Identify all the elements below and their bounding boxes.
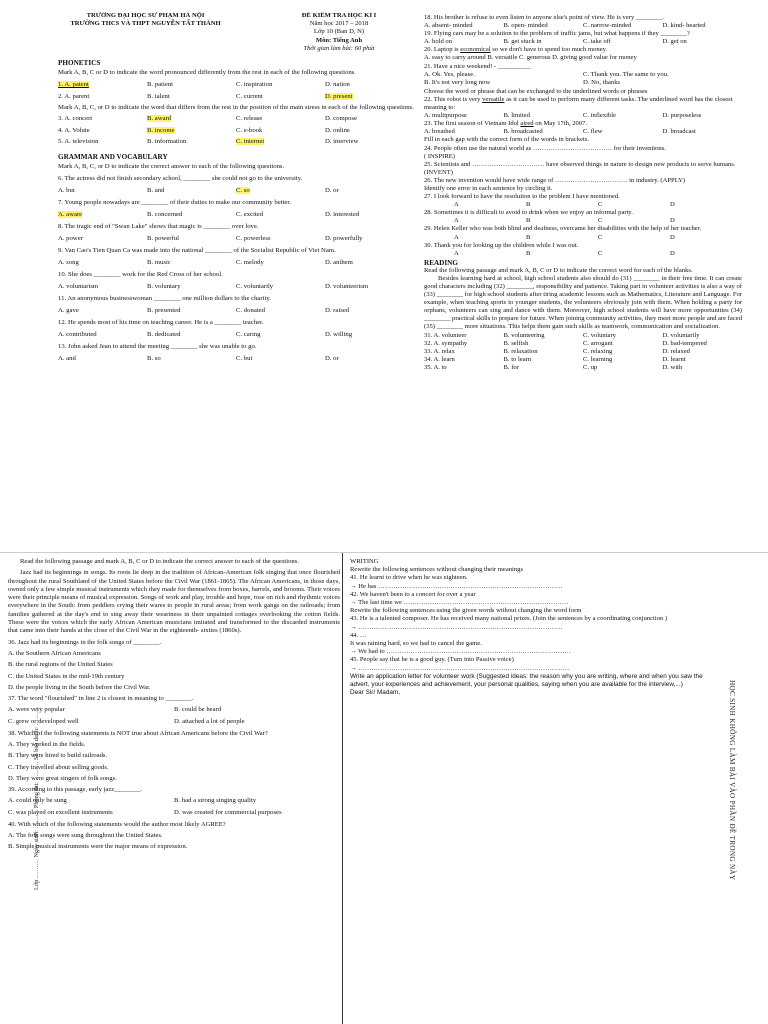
question-35-options <box>424 364 742 372</box>
option-d: D. They were great singers of folk songs. <box>8 774 117 782</box>
instruction: Mark A, B, C, or D to indicate the correct answer to each of the following questions. <box>58 162 285 170</box>
option-b: B. voluntary <box>147 282 181 290</box>
question-12: 12. He spends most of his time on teaching career. He is a ________ teacher. <box>58 319 264 327</box>
option-d: D. raised <box>325 306 350 314</box>
question-5 <box>58 138 414 147</box>
option-c: C. was played on excellent instruments <box>8 809 113 817</box>
option-a: 32. A. sympathy <box>424 339 468 347</box>
option-d: D. the people living in the South before the Civil War. <box>8 683 151 691</box>
instruction: Rewrite the following sentences without changing their meanings <box>350 566 524 574</box>
option-a: A. and <box>58 354 76 362</box>
question-2 <box>58 93 414 102</box>
option-d: D. interested <box>325 210 360 218</box>
question-4 <box>58 127 414 136</box>
option-d: D. kind- hearted <box>662 22 706 30</box>
option-d: D. nation <box>325 81 350 89</box>
letter-b: B <box>526 201 531 209</box>
option-a: 2. A. parent <box>58 93 90 101</box>
option-a: A. song <box>58 258 79 266</box>
option-b: B. broadcasted <box>503 128 543 136</box>
option-c: C. the United States in the mid-19th century <box>8 672 125 680</box>
instruction: Read the following passage and mark A, B, C or D to indicate the correct word for each of the blanks. <box>424 266 693 274</box>
option-a: A. the Southern African Americans <box>8 649 101 657</box>
question-43-answer: → ………………………………………………………………………………… <box>350 623 563 631</box>
option-d: D. or <box>325 186 339 194</box>
letter-a: A <box>454 201 459 209</box>
question-6: 6. The actress did not finish secondary school, ________ she could not go to the university. <box>58 175 303 183</box>
q20-underlined: economical <box>460 46 491 54</box>
letter-d: D <box>670 217 675 225</box>
letter-b: B <box>526 249 531 257</box>
q23-underlined: aired <box>520 120 534 128</box>
letter-salutation: Dear Sir/ Madam, <box>350 689 401 697</box>
option-c: C. narrow-minded <box>583 22 632 30</box>
question-6-options <box>58 187 414 196</box>
option-d: D. get on <box>662 38 687 46</box>
instruction: Choose the word or phrase that can be exchanged to the underlined words or phrases <box>424 87 648 95</box>
option-b: B. Simple musical instruments were the major means of expression. <box>8 843 188 851</box>
option-b: B. patient <box>147 81 174 89</box>
option-b: B. for <box>503 363 519 371</box>
option-a: 33. A. relax <box>424 347 455 355</box>
option-d: D. present <box>325 93 353 101</box>
letter-b: B <box>526 233 531 241</box>
option-b: B. information <box>147 138 187 146</box>
option-d: D. volunteerism <box>325 282 369 290</box>
question-37-options <box>8 706 340 726</box>
option-a: 1. A. patent <box>58 81 89 89</box>
question-13: 13. John asked Jean to attend the meeting ________ she was unable to go. <box>58 343 257 351</box>
option-a: A. power <box>58 234 83 242</box>
question-20-options: A. easy to carry around B. versatile C. generous D. giving good value for money <box>424 54 637 62</box>
option-b: B. volunteering <box>503 331 545 339</box>
option-a: 5. A. television <box>58 138 99 146</box>
question-42-answer: → The last time we ………………………………………………………………… <box>350 599 569 607</box>
question-36: 36. Jazz had its beginnings in the folk songs of ________. <box>8 638 162 646</box>
school-name-2: TRƯỜNG THCS VÀ THPT NGUYỄN TẤT THÀNH <box>70 20 221 28</box>
question-30-letters <box>424 250 742 258</box>
option-d: D. willing <box>325 330 353 338</box>
duration: Thời gian làm bài: 60 phút <box>303 44 375 52</box>
question-23 <box>424 120 742 128</box>
q20-end: so we don't have to spend too much money. <box>490 46 608 54</box>
question-27-letters <box>424 201 742 209</box>
top-left-page <box>58 12 414 545</box>
option-d: D. learnt <box>662 355 686 363</box>
subject: Môn: Tiếng Anh <box>315 36 363 44</box>
option-d: D. bad-tempered <box>662 339 707 347</box>
no-writing-notice: HỌC SINH KHÔNG LÀM BÀI VÀO PHẦN ĐỀ TRONG NÀY <box>728 680 736 881</box>
reading-heading: READING <box>424 258 458 267</box>
option-b: B. limited <box>503 112 530 120</box>
option-a: A. The folk songs were sung throughout the United States. <box>8 831 163 839</box>
option-b: B. open- minded <box>503 22 548 30</box>
option-a: 31. A. volunteer <box>424 331 467 339</box>
question-10: 10. She does ________ work for the Red Cross of her school. <box>58 271 223 279</box>
letter-d: D <box>670 233 675 241</box>
question-3 <box>58 115 414 124</box>
question-18-options <box>424 22 742 30</box>
option-a: A. Ok. Yes, please. <box>424 70 475 78</box>
option-a: 3. A. concert <box>58 115 93 123</box>
question-43: 43. He is a talented composer. He has received many national prizes. (Join the sentences by a coordinating conjunction ) <box>350 615 668 623</box>
option-a: A. absent- minded <box>424 22 473 30</box>
option-a: A. hold on <box>424 38 453 46</box>
letter-b: B <box>526 217 531 225</box>
question-1 <box>58 81 414 90</box>
option-d: D. anthem <box>325 258 353 266</box>
question-33-options <box>424 348 742 356</box>
bottom-right-page <box>350 558 716 1024</box>
question-18: 18. His brother is refuse to even listen to anyone else's point of view. He is very ________. <box>424 14 664 21</box>
option-a: A. They worked in the fields. <box>8 740 86 748</box>
question-22-options <box>424 112 742 120</box>
question-25: 25. Scientists and …………………………… have observed things in nature to design new products to serve humans. (INVENT) <box>424 160 736 176</box>
q23-end: on May 17th, 2007. <box>533 120 588 128</box>
option-c: C. but <box>236 354 253 362</box>
option-d: D. broadcast <box>662 128 696 136</box>
option-a: A. breathed <box>424 128 455 136</box>
option-d: D. voluntarily <box>662 331 700 339</box>
option-b: B. the rural regions of the United States <box>8 661 113 669</box>
question-21-options <box>424 71 742 88</box>
student-info-strip: Lớp ……… Ngày sinh: ……… Phòng thi: ……… Số báo danh: ……… <box>33 706 40 890</box>
option-a: A. could only be sung <box>8 797 67 805</box>
option-a: A. gave <box>58 306 79 314</box>
q23-start: 23. The first season of Vietnam Idol <box>424 120 521 128</box>
option-c: C. current <box>236 93 263 101</box>
option-d: D. powerfully <box>325 234 363 242</box>
exam-title: ĐỀ KIỂM TRA HỌC KÌ I <box>301 12 377 19</box>
option-b: B. powerful <box>147 234 179 242</box>
question-31-options <box>424 332 742 340</box>
option-a: 35. A. to <box>424 363 447 371</box>
grammar-heading: GRAMMAR AND VOCABULARY <box>58 152 168 161</box>
option-b: B. music <box>147 258 171 266</box>
question-11: 11. An anonymous businesswoman ________ one million dollars to the charity. <box>58 295 271 303</box>
top-right-page <box>424 14 742 556</box>
option-c: C. powerless <box>236 234 271 242</box>
option-a: A. voluntarism <box>58 282 99 290</box>
question-9: 9. Van Cao's Tien Quan Ca was made into the national ________ of the Socialist Republic of Viet Nam. <box>58 247 336 255</box>
question-28: 28. Sometimes it is difficult to avoid to drink when we enjoy an informal party. <box>424 209 633 217</box>
q20-start: 20. Laptop is <box>424 46 461 54</box>
option-b: B. award <box>147 115 172 123</box>
option-b: B. could be heard <box>174 706 222 714</box>
option-b: B. talent <box>147 93 170 101</box>
option-c: C. internet <box>236 138 265 146</box>
option-c: C. voluntary <box>583 331 616 339</box>
option-d: D. relaxed <box>662 347 690 355</box>
option-a: 4. A. Volute <box>58 126 90 134</box>
option-b: B. dedicated <box>147 330 181 338</box>
option-b: B. income <box>147 126 175 134</box>
question-10-options <box>58 283 414 292</box>
option-c: C. excited <box>236 210 264 218</box>
option-c: C. inflexible <box>583 112 616 120</box>
option-c: C. donated <box>236 306 265 314</box>
option-a: A. multipurpose <box>424 112 467 120</box>
q22-underlined: versatile <box>482 95 505 103</box>
option-d: D. online <box>325 126 350 134</box>
question-42: 42. We haven't been to a concert for over a year <box>350 590 476 598</box>
option-b: B. get stuck in <box>503 38 542 46</box>
question-41-answer: → He has ………………………………………………………………………… <box>350 582 563 590</box>
question-44-answer: → We had to ………………………………………………………………………… <box>350 648 571 656</box>
question-24: 24. People often use the natural world as ……………………………… for their inventions. <box>424 144 666 152</box>
letter-prompt: Write an application letter for volunteer work (Suggested ideas: the reason why you are writing, where and when you saw the advert, your experiences and achievement, your personal qualities, saying when you are available for the interview,...) <box>350 672 703 689</box>
letter-c: C <box>598 217 603 225</box>
question-29: 29. Helen Keller who was both blind and deafness, overcame her disabilities with the help of her teacher. <box>424 225 702 233</box>
question-19: 19. Flying cars may be a solution to the problem of traffic jams, but what happens if they ________? <box>424 30 690 38</box>
option-d: D. was created for commercial purposes <box>174 809 282 817</box>
school-name-1: TRƯỜNG ĐẠI HỌC SƯ PHẠM HÀ NỘI <box>86 12 205 19</box>
option-c: C. caring <box>236 330 261 338</box>
option-b: B. presented <box>147 306 181 314</box>
column-divider <box>342 553 343 1024</box>
question-41: 41. He learnt to drive when he was eighteen. <box>350 574 468 582</box>
option-a: A. aware <box>58 210 83 218</box>
option-a: A. were very popular <box>8 706 65 714</box>
exam-header <box>58 12 414 53</box>
question-39: 39. According to this passage, early jazz________. <box>8 786 143 794</box>
question-20 <box>424 46 742 54</box>
option-c: C. melody <box>236 258 264 266</box>
question-28-letters <box>424 217 742 225</box>
question-32-options <box>424 340 742 348</box>
option-b: B. had a strong singing quality <box>174 797 257 805</box>
option-c: C. relaxing <box>583 347 613 355</box>
option-c: C. up <box>583 363 598 371</box>
option-b: B. It's not very long now <box>424 79 491 87</box>
question-29-letters <box>424 234 742 242</box>
option-c: C. take off <box>583 38 611 46</box>
option-b: B. concerned <box>147 210 183 218</box>
reading-passage: Besides learning hard at school, high school students also should do (31) ________ in their free time. It can create good characters including (32) ________, responsibility and patience. Taking part in volunteer activities is also a way of (33) ________ for high school students after tiring academic lessons such as Mathematics, Literature and Language. For example, when teaching sports to younger students, the volunteers obviously join with them. When holding a party for orphans, volunteers can sing and dance with them. Moreover, high school students will have more opportunities (34) ________ practical skills to prepare for future. When joining community activities, they meet more people and are faced (35) ________ more situations. This helps them gain such skills as teamwork, communication and socialization. <box>424 274 742 331</box>
question-21: 21. Have a nice weekend! - __________ <box>424 62 531 70</box>
option-c: C. voluntarily <box>236 282 274 290</box>
letter-a: A <box>454 249 459 257</box>
question-30: 30. Thank you for looking up the children while I was out. <box>424 241 579 249</box>
instruction: Identify one error in each sentence by circling it. <box>424 184 553 192</box>
option-c: C. so <box>236 186 250 194</box>
question-19-options <box>424 38 742 46</box>
option-b: B. and <box>147 186 165 194</box>
question-7-options <box>58 211 414 220</box>
question-23-options <box>424 128 742 136</box>
question-8-options <box>58 235 414 244</box>
letter-c: C <box>598 201 603 209</box>
option-c: C. grew or developed well <box>8 718 79 726</box>
question-40: 40. With which of the following statements would the author most likely AGREE? <box>8 820 226 828</box>
question-8: 8. The tragic end of "Swan Lake" shows that magic is ________ over love. <box>58 223 259 231</box>
bottom-left-page <box>8 558 340 1024</box>
option-c: C. They travelled about selling goods. <box>8 763 109 771</box>
instruction: Mark A, B, C or D to indicate the word pronounced differently from the rest in each of the following questions. <box>58 69 356 77</box>
school-year: Năm học 2017 – 2018 <box>309 20 369 28</box>
option-d: D. or <box>325 354 339 362</box>
option-c: C. learning <box>583 355 613 363</box>
instruction: Rewrite the following sentences using the given words without changing the word form <box>350 607 582 615</box>
q22-end: as it can be used to perform many different tasks. The underlined word has the closest meaning to: <box>424 95 733 112</box>
letter-c: C <box>598 249 603 257</box>
question-27: 27. I look forward to have the resolution to the problem I have mentioned. <box>424 193 620 201</box>
option-c: C. release <box>236 115 263 123</box>
option-d: D. attached a lot of people <box>174 718 245 726</box>
question-44: 44. … <box>350 631 367 639</box>
question-7: 7. Young people nowadays are ________ of their duties to make our community better. <box>58 199 291 207</box>
phonetics-heading: PHONETICS <box>58 59 101 68</box>
question-34-options <box>424 356 742 364</box>
option-b: B. to learn <box>503 355 532 363</box>
question-9-options <box>58 259 414 268</box>
question-26: 26. The new invention would have wide range of …………………………… in industry. (APPLY) <box>424 176 686 184</box>
question-45-answer: → …………………………………………………………………………………… <box>350 664 570 672</box>
instruction: Mark A, B, C, or D to indicate the word that differs from the rest in the position of the main stress in each of the following questions. <box>58 103 414 111</box>
q22-start: 22. This robot is very <box>424 95 483 103</box>
question-38: 38. Which of the following statements is NOT true about African Americans before the Civil War? <box>8 729 268 737</box>
question-44-sentence: It was raining hard, so we had to cancel the game. <box>350 640 482 648</box>
option-a: A. but <box>58 186 75 194</box>
instruction: Fill in each gap with the correct form of the words in brackets. <box>424 136 589 144</box>
letter-a: A <box>454 233 459 241</box>
option-b: B. relaxation <box>503 347 538 355</box>
option-d: D. with <box>662 363 683 371</box>
question-22 <box>424 96 742 112</box>
option-b: B. They were hired to build railroads. <box>8 752 108 760</box>
writing-heading: WRITING <box>350 558 379 565</box>
letter-a: A <box>454 217 459 225</box>
option-a: 34. A. learn <box>424 355 455 363</box>
question-13-options <box>58 355 414 364</box>
option-c: C. arrogant <box>583 339 613 347</box>
option-c: C. Thank you. The same to you. <box>583 70 669 78</box>
jazz-passage: Jazz had its beginnings in songs. Its roots lie deep in the tradition of African-American folk singing that once flourished throughout the rural Southland of the United States before the Civil War (1861-1865). The African Americans, in those days, owned only a few simple musical instruments which they made for themselves from boxes, barrels, and brooms. Their voices were their principle means of musical expression. Songs of work and play, trouble and hope, rose on rich and rhythmic voices everywhere in the South: from peddlers crying their wares to people in rural areas; from work gangs on the railroads; from families gathered at the day's end to sing away their weariness in their unpainted cottages overlooking the cotton fields. These were the voices which the early African American musicians imitated and transformed to the discarded instruments that came into their hands at the close of the Civil War in the eighteenth- sixties (1860s). <box>8 569 340 635</box>
option-c: C. flew <box>583 128 603 136</box>
instruction: Read the following passage and mark A, B, C or D to indicate the correct answer to each of the questions. <box>20 558 299 565</box>
option-d: D. interview <box>325 138 359 146</box>
option-d: D. No, thanks <box>583 79 621 87</box>
option-a: A. contributed <box>58 330 97 338</box>
letter-d: D <box>670 249 675 257</box>
option-b: B. selfish <box>503 339 529 347</box>
question-12-options <box>58 331 414 340</box>
question-45: 45. People say that he is a good guy. (Turn into Passive voice) <box>350 656 514 664</box>
grade: Lớp 10 (Ban D, N) <box>313 28 365 36</box>
option-c: C. inspiration <box>236 81 273 89</box>
option-b: B. so <box>147 354 161 362</box>
question-37: 37. The word "flourished" in line 2 is closest in meaning to ________. <box>8 695 194 703</box>
option-d: D. purposeless <box>662 112 702 120</box>
question-39-options <box>8 797 340 817</box>
option-d: D. compose <box>325 115 357 123</box>
letter-d: D <box>670 201 675 209</box>
option-c: C. e-book <box>236 126 263 134</box>
question-11-options <box>58 307 414 316</box>
letter-c: C <box>598 233 603 241</box>
question-24-word: ( INSPIRE) <box>424 152 455 160</box>
